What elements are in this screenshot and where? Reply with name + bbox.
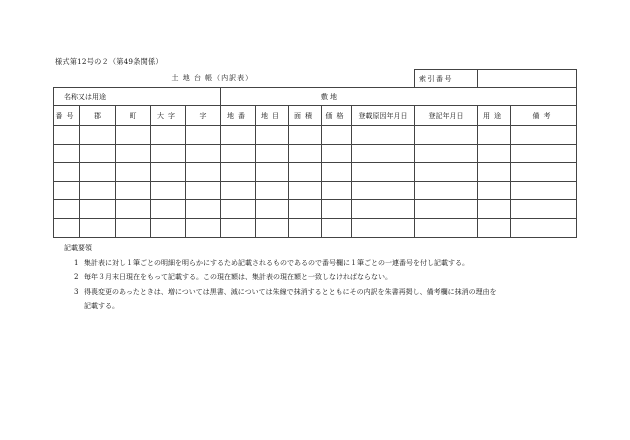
instruction-number: 1 xyxy=(74,258,79,267)
table-cell[interactable] xyxy=(151,200,186,219)
table-cell[interactable] xyxy=(186,218,221,237)
table-cell[interactable] xyxy=(478,126,511,145)
table-cell[interactable] xyxy=(322,163,352,182)
table-cell[interactable] xyxy=(511,144,577,163)
instruction-item xyxy=(60,285,580,300)
table-cell[interactable] xyxy=(80,200,116,219)
instruction-text: 毎年３月末日現在をもって記載する。この現在額は、集計表の現在額と一致しなければならない。 xyxy=(84,273,392,282)
table-cell[interactable] xyxy=(511,218,577,237)
table-cell[interactable] xyxy=(322,200,352,219)
table-cell[interactable] xyxy=(221,126,256,145)
table-row xyxy=(54,144,577,163)
table-cell[interactable] xyxy=(151,126,186,145)
table-row xyxy=(54,200,577,219)
table-cell[interactable] xyxy=(80,181,116,200)
table-cell[interactable] xyxy=(116,126,151,145)
table-cell[interactable] xyxy=(415,144,478,163)
table-cell[interactable] xyxy=(352,200,415,219)
land-ledger-table xyxy=(53,69,577,238)
table-cell[interactable] xyxy=(54,218,80,237)
table-cell[interactable] xyxy=(322,181,352,200)
col-header-number: 番号 xyxy=(54,106,80,126)
instruction-continuation: 記載する。 xyxy=(84,302,119,311)
table-cell[interactable] xyxy=(221,218,256,237)
col-header-lot-number: 地番 xyxy=(221,106,256,126)
col-header-remarks: 備考 xyxy=(511,106,577,126)
column-header-row xyxy=(54,106,577,126)
table-cell[interactable] xyxy=(221,163,256,182)
table-cell[interactable] xyxy=(322,126,352,145)
table-cell[interactable] xyxy=(256,200,289,219)
instructions-heading: 記載要領 xyxy=(64,244,92,252)
table-cell[interactable] xyxy=(80,218,116,237)
table-cell[interactable] xyxy=(289,181,322,200)
table-cell[interactable] xyxy=(116,218,151,237)
col-header-county: 郡 xyxy=(80,106,116,126)
table-cell[interactable] xyxy=(415,163,478,182)
site-label: 敷地 xyxy=(221,88,577,106)
table-cell[interactable] xyxy=(478,218,511,237)
table-cell[interactable] xyxy=(80,126,116,145)
table-cell[interactable] xyxy=(221,181,256,200)
table-cell[interactable] xyxy=(478,200,511,219)
table-cell[interactable] xyxy=(186,144,221,163)
table-cell[interactable] xyxy=(511,126,577,145)
table-cell[interactable] xyxy=(511,181,577,200)
table-cell[interactable] xyxy=(186,200,221,219)
instruction-item xyxy=(60,270,580,285)
col-header-price: 価格 xyxy=(322,106,352,126)
table-cell[interactable] xyxy=(256,144,289,163)
table-cell[interactable] xyxy=(478,181,511,200)
table-row xyxy=(54,163,577,182)
index-number-label: 索引番号 xyxy=(415,70,478,88)
table-cell[interactable] xyxy=(322,144,352,163)
table-cell[interactable] xyxy=(186,126,221,145)
table-cell[interactable] xyxy=(186,163,221,182)
table-cell[interactable] xyxy=(289,218,322,237)
instruction-item xyxy=(60,256,580,271)
table-cell[interactable] xyxy=(256,218,289,237)
col-header-registry-date: 登記年月日 xyxy=(415,106,478,126)
name-or-use-label: 名称又は用途 xyxy=(54,88,221,106)
table-cell[interactable] xyxy=(116,144,151,163)
table-cell[interactable] xyxy=(256,181,289,200)
table-cell[interactable] xyxy=(54,144,80,163)
table-cell[interactable] xyxy=(415,181,478,200)
table-cell[interactable] xyxy=(511,200,577,219)
table-cell[interactable] xyxy=(151,218,186,237)
instructions xyxy=(60,241,580,314)
col-header-oaza: 大字 xyxy=(151,106,186,126)
table-cell[interactable] xyxy=(511,163,577,182)
table-cell[interactable] xyxy=(352,126,415,145)
table-cell[interactable] xyxy=(415,126,478,145)
table-cell[interactable] xyxy=(116,200,151,219)
table-cell[interactable] xyxy=(54,163,80,182)
col-header-aza: 字 xyxy=(186,106,221,126)
table-cell[interactable] xyxy=(256,126,289,145)
instruction-number: 3 xyxy=(74,287,79,296)
table-cell[interactable] xyxy=(80,144,116,163)
table-cell[interactable] xyxy=(289,200,322,219)
form-label: 様式第12号の２（第49条関係） xyxy=(55,57,163,66)
table-cell[interactable] xyxy=(415,218,478,237)
table-cell[interactable] xyxy=(54,200,80,219)
col-header-town: 町 xyxy=(116,106,151,126)
form-title: 土 地 台 帳（内訳表） xyxy=(54,70,415,88)
table-row xyxy=(54,126,577,145)
table-cell[interactable] xyxy=(116,163,151,182)
col-header-area: 面積 xyxy=(289,106,322,126)
instruction-text: 得喪変更のあったときは、増については黒書、減については朱線で抹消するとともにその内訳を朱書再掲し、備考欄に抹消の理由を xyxy=(84,287,497,296)
table-cell[interactable] xyxy=(256,163,289,182)
table-cell[interactable] xyxy=(352,163,415,182)
table-cell[interactable] xyxy=(289,144,322,163)
instruction-text: 集計表に対し１筆ごとの明細を明らかにするため記載されるものであるので番号欄に１筆ごとの一連番号を付し記載する。 xyxy=(84,258,469,267)
table-cell[interactable] xyxy=(54,181,80,200)
table-row xyxy=(54,218,577,237)
col-header-registration-cause-date: 登載原因年月日 xyxy=(352,106,415,126)
table-cell[interactable] xyxy=(352,218,415,237)
table-cell[interactable] xyxy=(151,181,186,200)
col-header-use: 用途 xyxy=(478,106,511,126)
table-cell[interactable] xyxy=(289,126,322,145)
table-cell[interactable] xyxy=(151,144,186,163)
table-cell[interactable] xyxy=(116,181,151,200)
table-cell[interactable] xyxy=(221,200,256,219)
table-cell[interactable] xyxy=(478,163,511,182)
col-header-land-category: 地目 xyxy=(256,106,289,126)
index-number-field[interactable] xyxy=(478,70,577,88)
table-cell[interactable] xyxy=(415,200,478,219)
table-cell[interactable] xyxy=(221,144,256,163)
table-cell[interactable] xyxy=(352,181,415,200)
table-cell[interactable] xyxy=(352,144,415,163)
table-cell[interactable] xyxy=(80,163,116,182)
table-cell[interactable] xyxy=(54,126,80,145)
table-cell[interactable] xyxy=(322,218,352,237)
table-cell[interactable] xyxy=(186,181,221,200)
table-cell[interactable] xyxy=(151,163,186,182)
table-row xyxy=(54,181,577,200)
instruction-number: 2 xyxy=(74,273,79,282)
table-cell[interactable] xyxy=(478,144,511,163)
table-cell[interactable] xyxy=(289,163,322,182)
